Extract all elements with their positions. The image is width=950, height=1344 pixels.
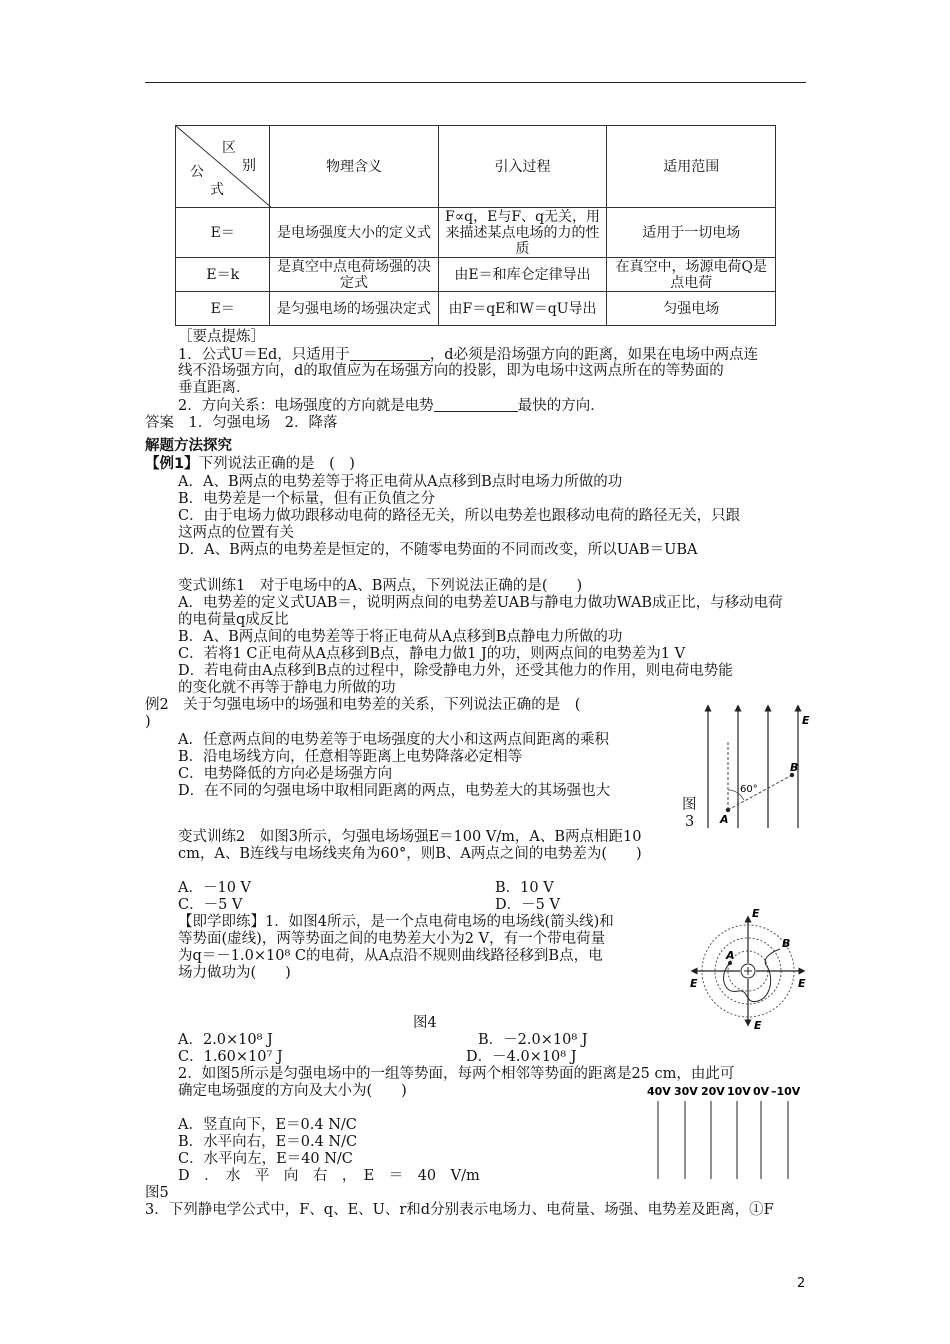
practice-2-line1: 2．如图5所示是匀强电场中的一组等势面，每两个相邻等势面的距离是25 cm，由此可	[178, 1066, 735, 1082]
figure-5-label-20v: 20V	[701, 1085, 725, 1098]
figure-4-caption: 图4	[413, 1015, 437, 1031]
header-bie: 别	[242, 158, 256, 174]
scope-cell: 匀强电场	[607, 292, 776, 326]
figure-4-e-right-label: E	[798, 977, 806, 990]
scope-cell: 适用于一切电场	[607, 208, 776, 258]
figure-3-e-label: E	[802, 714, 810, 727]
key-point-1-line	[178, 346, 758, 364]
blank-line	[434, 397, 518, 412]
variant-1-option-a: A．电势差的定义式UAB＝，说明两点间的电势差UAB与静电力做功WAB成正比，与移动电荷	[178, 595, 783, 611]
figure-4-e-top-label: E	[752, 907, 760, 920]
scope-cell: 在真空中，场源电荷Q是点电荷	[607, 258, 776, 292]
key-point-1-line3: 垂直距离．	[178, 380, 251, 396]
formula-cell: E＝	[176, 292, 270, 326]
practice-2-option-d: D ． 水 平 向 右 ， E ＝ 40 V/m	[178, 1168, 480, 1184]
figure-4-b-label: B	[782, 937, 791, 950]
key-point-1-text-cont: ，d必须是沿场强方向的距离，如果在电场中两点连	[429, 347, 759, 363]
diagonal-header-cell	[176, 126, 270, 208]
practice-1-line3: 为q＝－1.0×10⁸ C的电荷，从A点沿不规则曲线路径移到B点，电	[178, 948, 603, 964]
practice-1-option-d: D．－4.0×10⁸ J	[466, 1049, 577, 1065]
process-cell: F∝q，E与F、q无关，用来描述某点电场的力的性质	[438, 208, 607, 258]
key-points-label: ［要点提炼］	[178, 329, 265, 345]
header-rule	[145, 82, 806, 83]
meaning-cell: 是真空中点电荷场强的决定式	[270, 258, 438, 292]
page-number: 2	[797, 1276, 806, 1291]
figure-5-label-0v: 0V	[753, 1085, 770, 1098]
practice-1-line1	[178, 914, 614, 931]
example-1-label: 【例1】	[145, 456, 199, 472]
figure-3-number: 3	[685, 814, 695, 830]
header-meaning: 物理含义	[270, 126, 438, 208]
example-2-option-a: A．任意两点间的电势差等于电场强度的大小和这两点间距离的乘积	[178, 732, 609, 748]
table-row	[176, 208, 776, 258]
header-scope: 适用范围	[607, 126, 776, 208]
example-1-question	[145, 456, 355, 473]
example-2-paren: )	[145, 714, 151, 730]
header-qu: 区	[222, 140, 236, 156]
example-1-option-c-cont: 这两点的位置有关	[178, 525, 294, 541]
header-process: 引入过程	[438, 126, 607, 208]
variant-2-option-c: C．－5 V	[178, 897, 243, 913]
example-1-option-b: B．电势差是一个标量，但有正负值之分	[178, 491, 436, 507]
key-point-2-text: 2．方向关系：电场强度的方向就是电势	[178, 398, 434, 414]
figure-5-diagram	[645, 1083, 810, 1183]
figure-5-label-40v: 40V	[647, 1085, 671, 1098]
key-point-2-text-cont: 最快的方向．	[517, 398, 605, 414]
practice-label: 【即学即练】	[178, 914, 265, 930]
example-2-option-d: D．在不同的匀强电场中取相同距离的两点，电势差大的其场强也大	[178, 783, 611, 799]
key-point-1-text: 1．公式U＝Ed，只适用于	[178, 347, 350, 363]
answer-line: 答案 1．匀强电场 2．降落	[145, 415, 338, 431]
meaning-cell: 是匀强电场的场强决定式	[270, 292, 438, 326]
variant-2-option-a: A．－10 V	[178, 880, 252, 896]
figure-3-diagram	[700, 700, 810, 830]
table-row	[176, 258, 776, 292]
figure-3-b-label: B	[790, 761, 799, 774]
figure-5-label-10v: 10V	[727, 1085, 751, 1098]
variant-1-option-a-cont: 的电荷量q成反比	[178, 612, 289, 628]
figure-4-e-bottom-label: E	[754, 1019, 762, 1032]
key-point-1-line2: 线不沿场强方向，d的取值应为在场强方向的投影，即为电场中这两点所在的等势面的	[178, 363, 724, 379]
formula-cell: E＝	[176, 208, 270, 258]
practice-2-option-b: B．水平向右，E＝0.4 N/C	[178, 1134, 358, 1150]
formula-cell: E＝k	[176, 258, 270, 292]
figure-5-caption: 图5	[145, 1185, 169, 1201]
meaning-cell: 是电场强度大小的定义式	[270, 208, 438, 258]
practice-2-line2: 确定电场强度的方向及大小为( )	[178, 1083, 407, 1099]
variant-2-question: 变式训练2 如图3所示，匀强电场场强E＝100 V/m，A、B两点相距10	[178, 829, 642, 845]
table-row	[176, 292, 776, 326]
variant-1-option-c: C．若将1 C正电荷从A点移到B点，静电力做1 J的功，则两点间的电势差为1 V	[178, 646, 686, 662]
variant-2-option-d: D．－5 V	[495, 897, 560, 913]
variant-1-option-d-cont: 的变化就不再等于静电力所做的功	[178, 680, 396, 696]
header-gong: 公	[190, 164, 204, 180]
practice-1-option-c: C．1.60×10⁷ J	[178, 1049, 283, 1065]
process-cell: 由F＝qE和W＝qU导出	[438, 292, 607, 326]
practice-1-option-b: B．－2.0×10⁸ J	[478, 1032, 588, 1048]
blank-line	[350, 346, 430, 361]
practice-1-line2: 等势面(虚线)，两等势面之间的电势差大小为2 V，有一个带电荷量	[178, 931, 606, 947]
figure-5-label-minus10v: –10V	[771, 1085, 801, 1098]
figure-3-angle-label: 60°	[740, 784, 758, 795]
header-shi: 式	[210, 182, 224, 198]
example-2-question: 例2 关于匀强电场中的场强和电势差的关系，下列说法正确的是 (	[145, 697, 581, 713]
variant-1-question: 变式训练1 对于电场中的A、B两点，下列说法正确的是( )	[178, 578, 583, 594]
formula-comparison-table	[175, 125, 776, 326]
practice-1-option-a: A．2.0×10⁸ J	[178, 1032, 273, 1048]
variant-2-option-b: B．10 V	[495, 880, 554, 896]
variant-1-option-b: B．A、B两点间的电势差等于将正电荷从A点移到B点静电力所做的功	[178, 629, 623, 645]
practice-1-line4: 场力做功为( )	[178, 965, 291, 981]
practice-1-text: 1．如图4所示，是一个点电荷电场的电场线(箭头线)和	[265, 914, 614, 930]
practice-2-option-a: A．竖直向下，E＝0.4 N/C	[178, 1117, 357, 1133]
section-title: 解题方法探究	[145, 438, 232, 454]
figure-4-a-label: A	[726, 949, 735, 962]
practice-2-option-c: C．水平向左，E＝40 N/C	[178, 1151, 353, 1167]
variant-1-option-d: D．若电荷由A点移到B点的过程中，除受静电力外，还受其他力的作用，则电荷电势能	[178, 663, 733, 679]
figure-3-caption: 图	[682, 797, 697, 813]
figure-4-diagram	[688, 905, 810, 1033]
figure-3-a-label: A	[720, 813, 729, 826]
example-2-option-c: C．电势降低的方向必是场强方向	[178, 766, 393, 782]
example-1-option-c: C．由于电场力做功跟移动电荷的路径无关，所以电势差也跟移动电荷的路径无关，只跟	[178, 508, 741, 524]
figure-4-e-left-label: E	[690, 977, 698, 990]
key-point-2-line	[178, 397, 605, 415]
example-2-option-b: B．沿电场线方向，任意相等距离上电势降落必定相等	[178, 749, 523, 765]
variant-2-question-cont: cm，A、B连线与电场线夹角为60°，则B、A两点之间的电势差为( )	[178, 846, 642, 862]
practice-3-line1: 3．下列静电学公式中，F、q、E、U、r和d分别表示电场力、电荷量、场强、电势差及距离，①F	[145, 1202, 774, 1218]
example-1-option-a: A．A、B两点的电势差等于将正电荷从A点移到B点时电场力所做的功	[178, 474, 623, 490]
figure-5-label-30v: 30V	[674, 1085, 698, 1098]
process-cell: 由E＝和库仑定律导出	[438, 258, 607, 292]
example-1-option-d: D．A、B两点的电势差是恒定的，不随零电势面的不同而改变，所以UAB＝UBA	[178, 542, 698, 558]
example-1-question-text: 下列说法正确的是 ( )	[198, 456, 355, 472]
